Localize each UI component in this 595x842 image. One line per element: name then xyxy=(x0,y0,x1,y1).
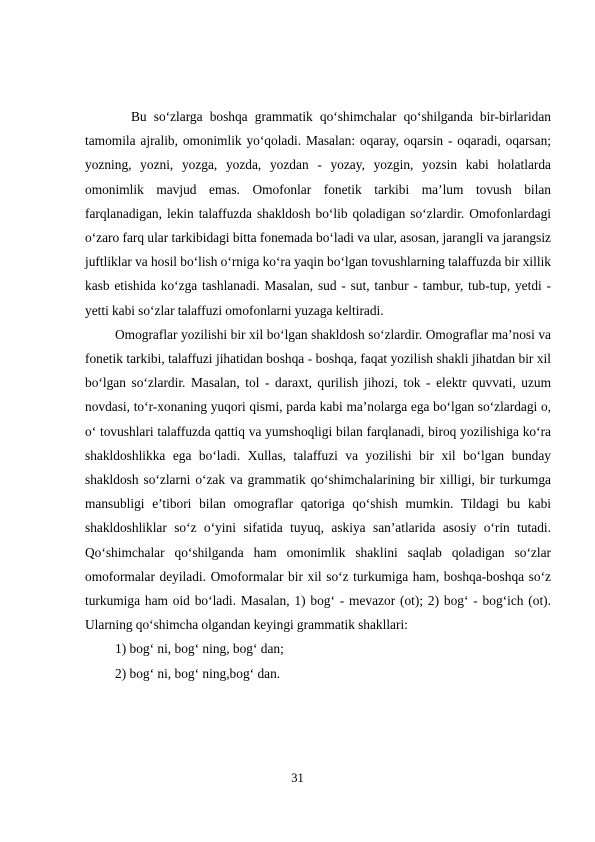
paragraph-homographs-homoforms: Omograflar yozilishi bir xil bo‘lgan shakldosh so‘zlardir. Omograflar ma’nosi va fonetik tarkibi, talaffuzi jihatidan boshqa - boshqa, faqat yozilish shakli jihatdan bir xil bo‘lgan so‘zlardir. Masalan, tol - daraxt, qurilish jihozi, tok - elektr quvvati, uzum novdasi, to‘r-xonaning yuqori qismi, parda kabi ma’nolarga ega bo‘lgan so‘zlardagi o, o‘ tovushlari talaffuzda qattiq va yumshoqligi bilan farqlanadi, biroq yozilishiga ko‘ra shakldoshlikka ega bo‘ladi. Xullas, talaffuzi va yozilishi bir xil bo‘lgan bunday shakldosh so‘zlarni o‘zak va grammatik qo‘shimchalarining bir xilligi, bir turkumga mansubligi e’tibori bilan omograflar qatoriga qo‘shish mumkin. Tildagi bu kabi shakldoshliklar so‘z o‘yini sifatida tuyuq, askiya san’atlarida asosiy o‘rin tutadi. Qo‘shimchalar qo‘shilganda ham omonimlik shaklini saqlab qoladigan so‘zlar omoformalar deyiladi. Omoformalar bir xil so‘z turkumiga ham, boshqa-boshqa so‘z turkumiga ham oid bo‘ladi. Masalan, 1) bog‘ - mevazor (ot); 2) bog‘ - bog‘ich (ot). Ularning qo‘shimcha olgandan keyingi grammatik shakllari: xyxy=(85,326,551,633)
body-text xyxy=(85,105,551,686)
paragraph-homonyms-omophones: Bu so‘zlarga boshqa grammatik qo‘shimchalar qo‘shilganda bir-birlaridan tamomila ajralib, omonimlik yo‘qoladi. Masalan: oqaray, oqarsin - oqaradi, oqarsan; yozning, yozni, yozga, yozda, yozdan - yozay, yozgin, yozsin kabi holatlarda omonimlik mavjud emas. Omofonlar fonetik tarkibi ma’lum tovush bilan farqlanadigan, lekin talaffuzda shakldosh bo‘lib qoladigan so‘zlardir. Omofonlardagi o‘zaro farq ular tarkibidagi bitta fonemada bo‘ladi va ular, asosan, jarangli va jarangsiz juftliklar va hosil bo‘lish o‘rniga ko‘ra yaqin bo‘lgan tovushlarning talaffuzda bir xillik kasb etishida ko‘zga tashlanadi. Masalan, sud - sut, tanbur - tambur, tub-tup, yetdi - yetti kabi so‘zlar talaffuzi omofonlarni yuzaga keltiradi. xyxy=(85,109,551,318)
list-item: 1) bog‘ ni, bog‘ ning, bog‘ dan; xyxy=(115,641,284,657)
list-item: 2) bog‘ ni, bog‘ ning,bog‘ dan. xyxy=(115,665,281,681)
page-number: 31 xyxy=(291,771,304,785)
